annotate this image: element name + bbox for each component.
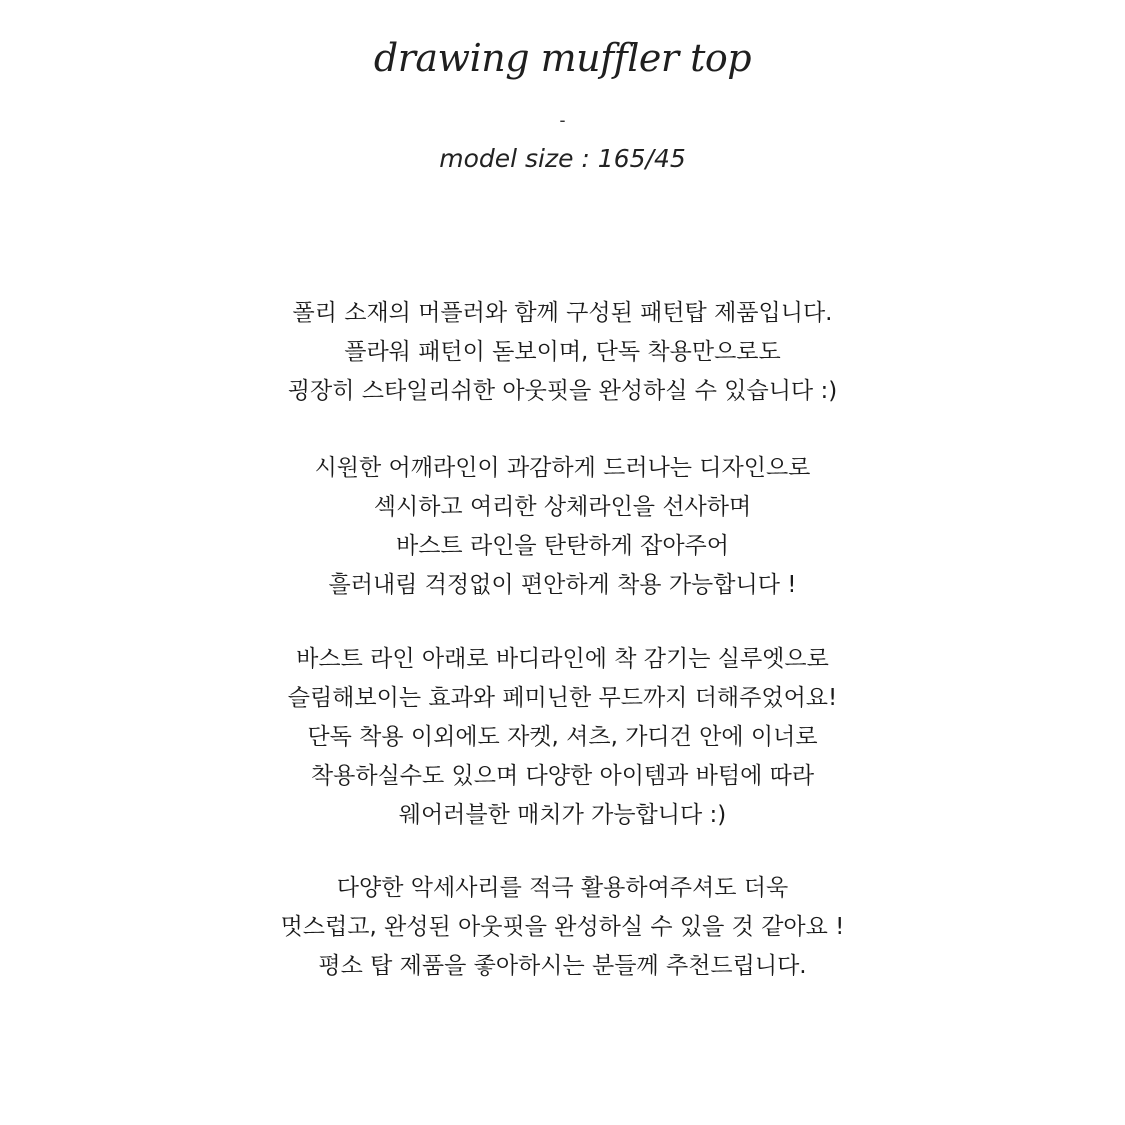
description-line: 착용하실수도 있으며 다양한 아이템과 바텀에 따라 [310, 763, 815, 789]
description-paragraph-4 [0, 869, 1125, 986]
description-line: 단독 착용 이외에도 자켓, 셔츠, 가디건 안에 이너로 [307, 724, 818, 750]
description-line: 슬림해보이는 효과와 페미닌한 무드까지 더해주었어요! [287, 685, 838, 711]
description-line: 굉장히 스타일리쉬한 아웃핏을 완성하실 수 있습니다 :) [287, 378, 838, 404]
description-paragraph-2 [0, 449, 1125, 605]
description-line: 평소 탑 제품을 좋아하시는 분들께 추천드립니다. [318, 953, 807, 979]
description-line: 플라워 패턴이 돋보이며, 단독 착용만으로도 [344, 339, 781, 365]
description-line: 바스트 라인을 탄탄하게 잡아주어 [396, 533, 729, 559]
description-paragraph-1 [0, 294, 1125, 411]
description-line: 폴리 소재의 머플러와 함께 구성된 패턴탑 제품입니다. [292, 300, 833, 326]
title-separator: - [559, 110, 566, 130]
product-title: drawing muffler top [373, 36, 752, 80]
description-line: 멋스럽고, 완성된 아웃핏을 완성하실 수 있을 것 같아요 ! [280, 914, 845, 940]
description-line: 시원한 어깨라인이 과감하게 드러나는 디자인으로 [314, 455, 811, 481]
description-line: 바스트 라인 아래로 바디라인에 착 감기는 실루엣으로 [296, 646, 829, 672]
description-line: 다양한 악세사리를 적극 활용하여주셔도 더욱 [336, 875, 789, 901]
description-line: 웨어러블한 매치가 가능합니다 :) [398, 802, 727, 828]
description-line: 흘러내림 걱정없이 편안하게 착용 가능합니다 ! [328, 572, 797, 598]
description-paragraph-3 [0, 640, 1125, 835]
description-line: 섹시하고 여리한 상체라인을 선사하며 [373, 494, 752, 520]
model-size: model size : 165/45 [439, 144, 686, 173]
